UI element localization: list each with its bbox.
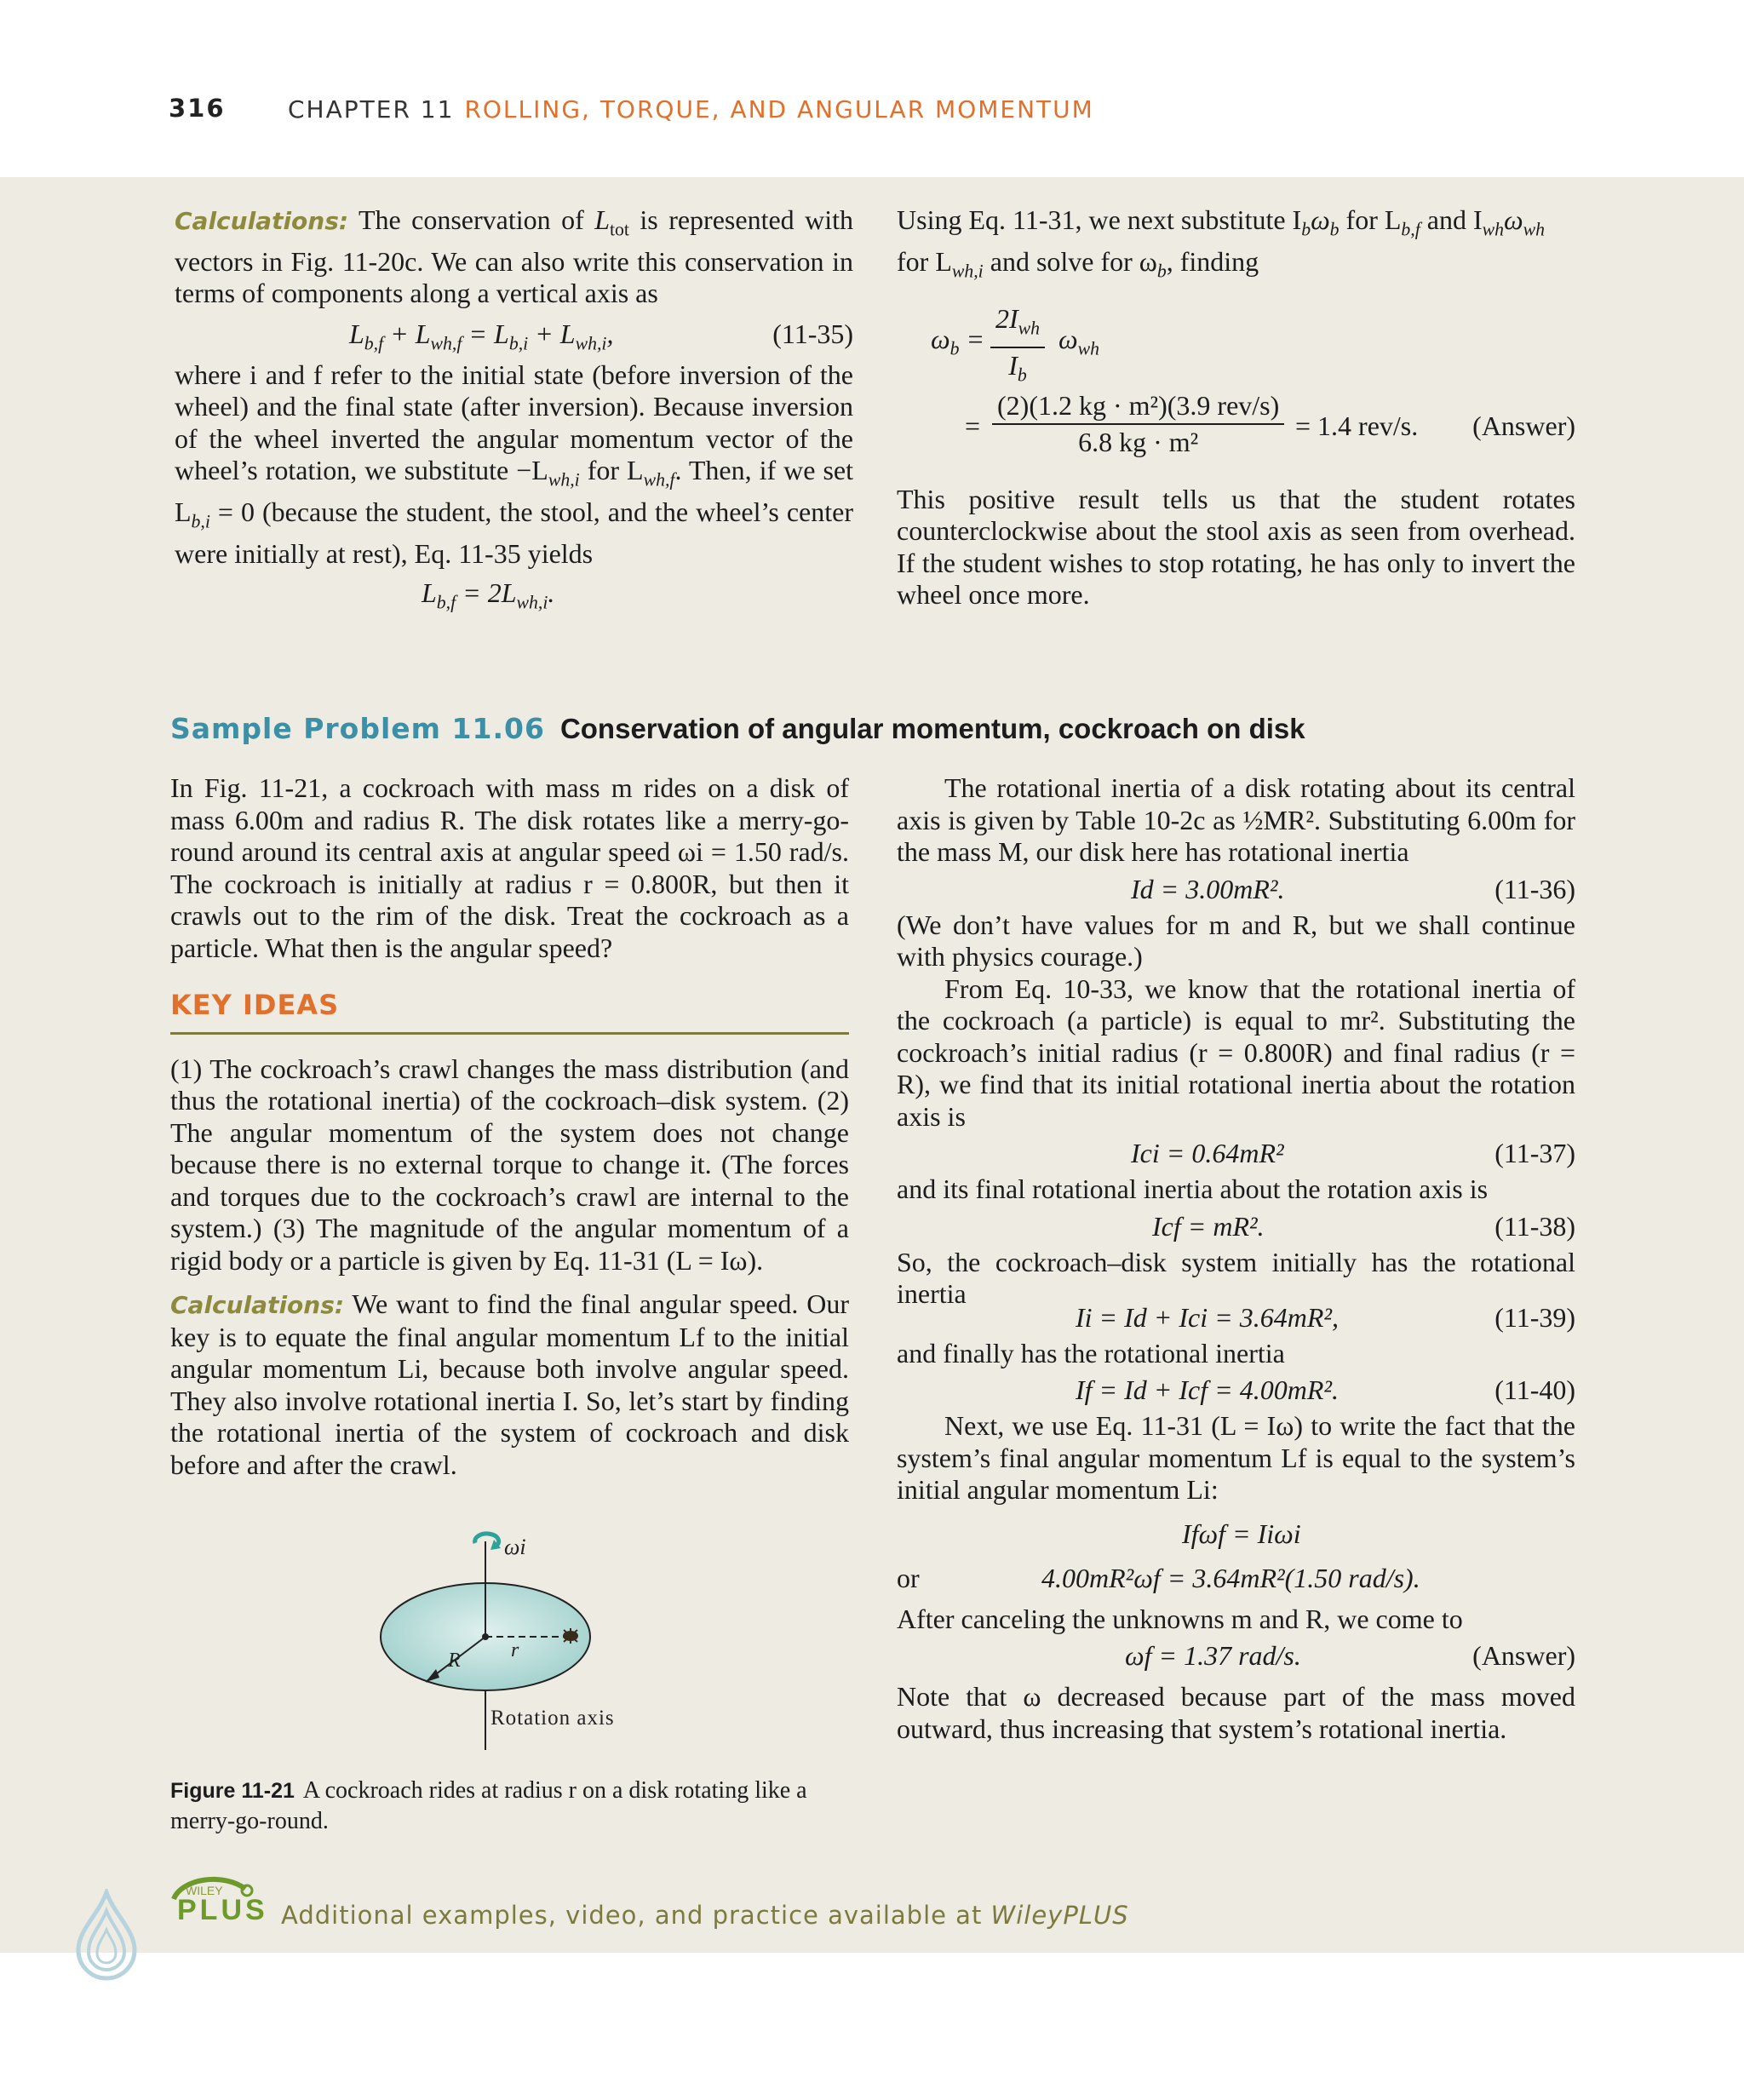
figure-label: Figure 11-21 — [170, 1779, 295, 1803]
substitution-paragraph: Using Eq. 11-31, we next substitute $I_b\omega_b$ for $L_{b,f}$ and $I_{wh}\omega_{wh}$ for $L_{wh,i}$ and solve for $\omega_b$, finding — [897, 204, 1545, 282]
equation-number: (11-35) — [772, 318, 853, 349]
footer-brand: WileyPLUS — [990, 1901, 1129, 1930]
calc-label: Calculations: — [175, 207, 349, 235]
positive-result-paragraph: This positive result tells us that the student rotates counterclockwise about the stool axis as seen from overhead. If the student wishes to stop rotating, he has only to invert the wheel once more. — [897, 483, 1575, 611]
sample-problem-title — [170, 712, 1305, 745]
equation-11-40: If = Id + Icf = 4.00mR². (11-40) — [1076, 1374, 1575, 1405]
calc-paragraph: Calculations: The conservation of $L_{tot}$ is represented with vectors in Fig. 11-20c. We can also write this conservation in terms of components along a vertical axis as — [175, 204, 854, 309]
momentum-paragraph: Next, we use Eq. 11-31 (L = Iω) to write the fact that the system’s final angular momentum Lf is equal to the system’s initial angular momentum Li: — [897, 1410, 1575, 1505]
page-number: 316 — [169, 94, 226, 123]
cockroach-disk-figure — [366, 1524, 647, 1754]
equation-11-39: Ii = Id + Ici = 3.64mR², (11-39) — [1076, 1301, 1575, 1333]
sample-left-column — [170, 772, 849, 1481]
where-paragraph: where i and f refer to the initial state (before inversion of the wheel) and the final state (after inversion). Because inversion of the wheel inverted the angular momentum vector of the wheel’s rotation, we substitute $-L_{wh,i}$ for $L_{wh,f}$. Then, if we set $L_{b,i} = 0$ (because the student, the stool, and the wheel’s center were initially at rest), Eq. 11-35 yields — [175, 359, 854, 570]
chapter-title: ROLLING, TORQUE, AND ANGULAR MOMENTUM — [464, 95, 1094, 123]
system-final-paragraph: and finally has the rotational inertia — [897, 1337, 1285, 1368]
fraction-denominator: 6.8 kg · m² — [1078, 427, 1199, 458]
equation-11-37: Ici = 0.64mR² (11-37) — [1131, 1138, 1575, 1168]
final-inertia-paragraph: and its final rotational inertia about the rotation axis is — [897, 1173, 1489, 1204]
top-right-column — [897, 204, 1575, 611]
sample-problem-label: Sample Problem 11.06 — [170, 712, 545, 745]
key-ideas-rule — [170, 1032, 849, 1035]
equation-conservation: Ifωf = Iiωi — [1182, 1518, 1301, 1549]
equation-lbf: $L_{b,f} = 2L_{wh,i}$. — [422, 577, 555, 613]
calc-label-2: Calculations: — [170, 1291, 345, 1319]
equation-11-35: $L_{b,f} + L_{wh,f} = L_{b,i} + L_{wh,i}$, (11-35) — [349, 318, 853, 354]
key-ideas-text: (1) The cockroach’s crawl changes the mass distribution (and thus the rotational inertia) of the cockroach–disk system. (2) The angular momentum of the system does not change because there is no external torque to change it. (The forces and torques due to the cockroach’s crawl are internal to the system.) (3) The magnitude of the angular momentum of a rigid body or a particle is given by Eq. 11-31 (L = Iω). — [170, 1053, 849, 1276]
cockroach-icon — [563, 1628, 578, 1644]
water-drop-icon — [73, 1889, 140, 1982]
answer-tag: (Answer) — [1472, 410, 1575, 441]
key-ideas-heading: KEY IDEAS — [170, 989, 340, 1021]
equation-11-38: Icf = mR². (11-38) — [1152, 1210, 1575, 1242]
equation-final: ωf = 1.37 rad/s. (Answer) — [1125, 1640, 1575, 1671]
disk-inertia-paragraph: The rotational inertia of a disk rotating about its central axis is given by Table 10-2c as ½MR². Substituting 6.00m for the mass M, our disk here has rotational inertia — [897, 772, 1575, 867]
caption-text: A cockroach rides at radius r on a disk rotating like a merry-go-round. — [170, 1777, 807, 1834]
logo-wiley-text: WILEY — [186, 1884, 223, 1897]
system-initial-paragraph: So, the cockroach–disk system initially has the rotational inertia — [897, 1246, 1575, 1309]
omega-label: ωi — [504, 1535, 526, 1559]
top-left-column — [175, 204, 853, 613]
omega-b-equation: $\omega_b$ = $2I_{wh}$ $I_b$ $\omega_{wh}$ — [931, 302, 1099, 386]
r-label: r — [511, 1639, 519, 1661]
conclusion-paragraph: Note that ω decreased because part of the mass moved outward, thus increasing that system’s rotational inertia. — [897, 1681, 1575, 1744]
page-header — [0, 0, 1744, 177]
figure-caption — [170, 1776, 852, 1836]
courage-paragraph: (We don’t have values for m and R, but we shall continue with physics courage.) — [897, 909, 1575, 972]
numeric-equation: = (2)(1.2 kg · m²)(3.9 rev/s) 6.8 kg · m² = 1.4 rev/s. (Answer) — [965, 389, 1575, 458]
cockroach-inertia-paragraph: From Eq. 10-33, we know that the rotational inertia of the cockroach (a particle) is equal to mr². Substituting the cockroach’s initial radius (r = 0.800R) and final radius (r = R), we find that its initial rotational inertia about the rotation axis is — [897, 973, 1575, 1132]
problem-statement: In Fig. 11-21, a cockroach with mass m rides on a disk of mass 6.00m and radius R. The disk rotates like a merry-go-round around its central axis at angular speed ωi = 1.50 rad/s. The cockroach is initially at radius r = 0.800R, but then it crawls out to the rim of the disk. Treat the cockroach as a particle. What then is the angular speed? — [170, 772, 849, 963]
calc-paragraph-2: Calculations: We want to find the final angular speed. Our key is to equate the final angular momentum Lf to the initial angular momentum Li, because both involve angular speed. They also involve rotational inertia I. So, let’s start by finding the rotational inertia of the system of cockroach and disk before and after the crawl. — [170, 1288, 849, 1480]
l-tot-vector: $L_{tot}$ — [594, 204, 629, 240]
logo-plus-text: PLUS — [177, 1894, 268, 1926]
chapter-heading — [288, 95, 1094, 123]
sample-right-column — [897, 772, 1575, 1745]
sample-problem-name: Conservation of angular momentum, cockroach on disk — [559, 713, 1305, 744]
equation-substitution: or 4.00mR²ωf = 3.64mR²(1.50 rad/s). — [897, 1562, 1420, 1593]
cancel-paragraph: After canceling the unknowns m and R, we come to — [897, 1603, 1463, 1634]
chapter-label: CHAPTER 11 — [288, 95, 455, 123]
equation-11-36: Id = 3.00mR². (11-36) — [1131, 873, 1575, 904]
fraction-numerator: (2)(1.2 kg · m²)(3.9 rev/s) — [992, 390, 1284, 426]
result-value: = 1.4 rev/s. — [1295, 410, 1419, 441]
wileyplus-logo[interactable] — [167, 1870, 269, 1926]
rotation-axis-label: Rotation axis — [490, 1707, 615, 1730]
R-label: R — [448, 1650, 461, 1672]
footer-link[interactable]: Additional examples, video, and practice available at WileyPLUS — [281, 1901, 1129, 1930]
